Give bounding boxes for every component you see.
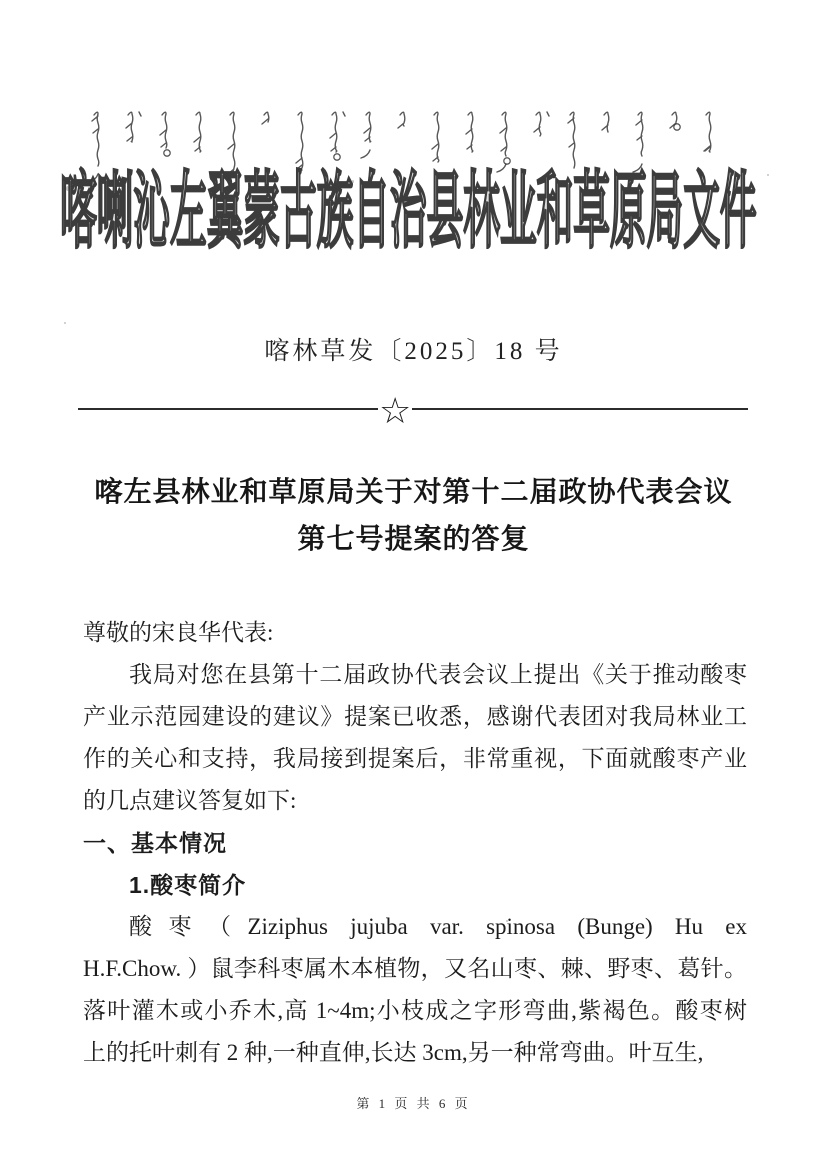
star-divider	[78, 390, 748, 432]
body-line: 我局对您在县第十二届政协代表会议上提出《关于推动酸枣	[129, 662, 747, 687]
body-line: 落叶灌木或小乔木,高 1~4m;小枝成之字形弯曲,紫褐色。酸枣树	[83, 998, 747, 1023]
title-line-1: 喀左县林业和草原局关于对第十二届政协代表会议	[94, 476, 733, 507]
document-title	[0, 468, 827, 562]
body-line: 的几点建议答复如下:	[83, 788, 297, 813]
page-number-footer: 第 1 页 共 6 页	[356, 1096, 471, 1111]
body-line: 酸枣（Ziziphus jujuba var. spinosa (Bunge) Hu ex	[129, 914, 747, 939]
scan-speck	[767, 174, 769, 176]
star-icon: ☆	[379, 391, 412, 432]
title-line-2: 第七号提案的答复	[297, 523, 530, 554]
body-line: 1.酸枣简介	[129, 872, 247, 898]
document-number: 喀林草发〔2025〕18 号	[264, 338, 563, 365]
issuing-authority-title: 喀喇沁左翼蒙古族自治县林业和草原局文件	[60, 164, 757, 259]
body-line: 作的关心和支持，我局接到提案后，非常重视，下面就酸枣产业	[83, 746, 747, 771]
body-line: 产业示范园建设的建议》提案已收悉，感谢代表团对我局林业工	[83, 704, 747, 729]
scan-speck	[506, 920, 508, 922]
scan-speck	[352, 180, 354, 183]
body-line: H.F.Chow. ）鼠李科枣属木本植物，又名山枣、棘、野枣、葛针。	[83, 956, 747, 981]
divider-line-left	[78, 408, 378, 411]
scan-speck	[64, 322, 66, 324]
document-body	[83, 612, 747, 1074]
body-line: 上的托叶刺有 2 种,一种直伸,长达 3cm,另一种常弯曲。叶互生,	[83, 1040, 704, 1065]
body-line: 一、基本情况	[83, 830, 227, 856]
body-line: 尊敬的宋良华代表:	[83, 620, 274, 645]
scan-speck	[66, 186, 69, 191]
divider-line-right	[412, 408, 748, 411]
